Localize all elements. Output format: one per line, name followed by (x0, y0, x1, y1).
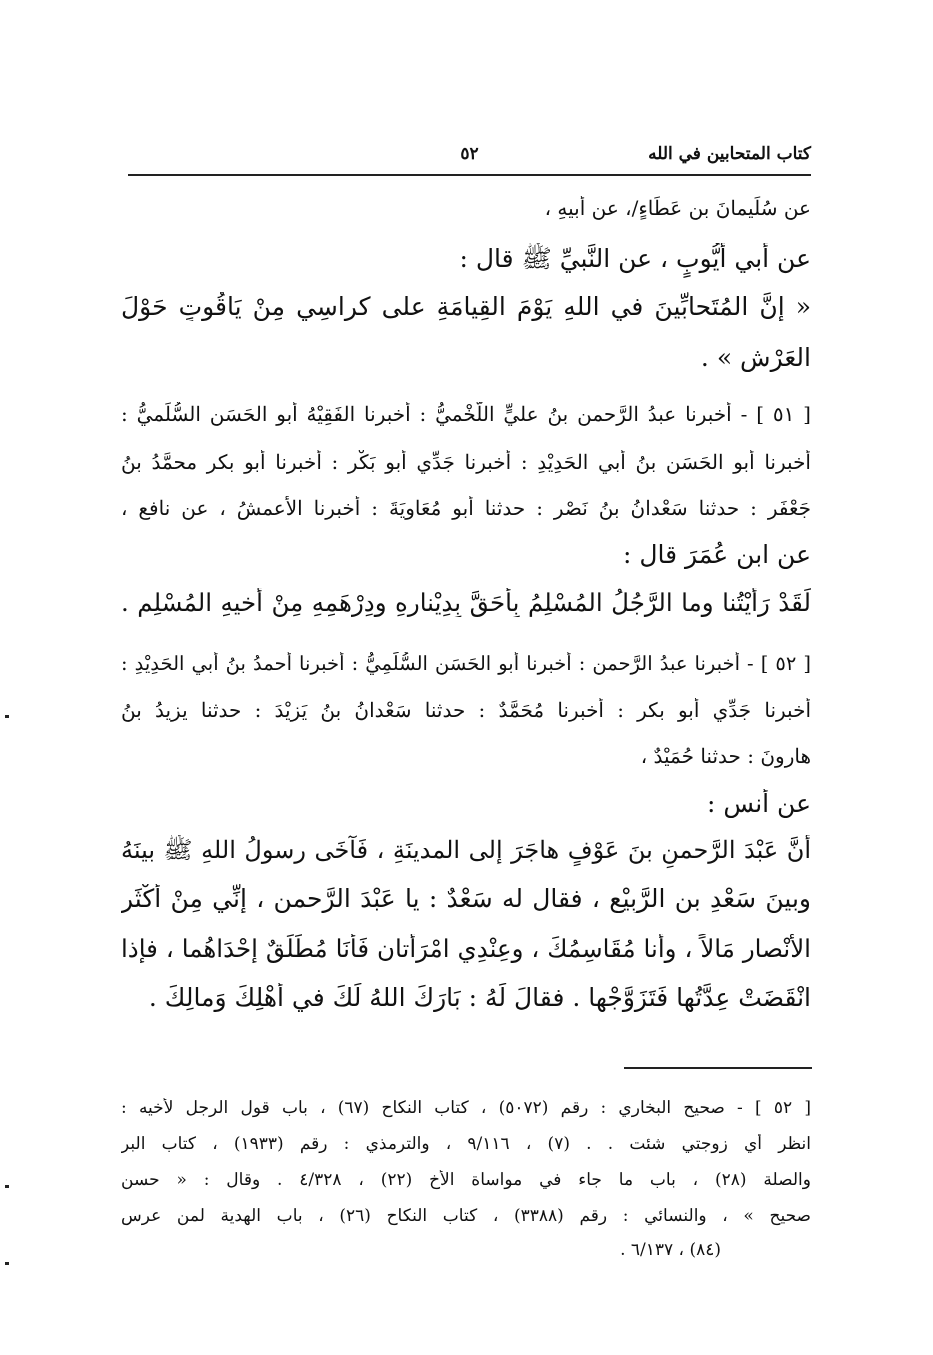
running-header (128, 138, 811, 176)
isnad-line: عن أبي أيُّوبٍ ، عن النَّبيِّ ﷺ قال : (459, 244, 811, 273)
hadith-text-line: العَرْشِ » . (700, 343, 811, 372)
page-number: ٥٢ (460, 144, 479, 164)
hadith-text-line: الأنْصارِ مَالاً ، وأنا مُقَاسِمُكَ ، وعِنْدِي امْرَأَتانِ فَأنَا مُطَلِّقٌ إحْدَاهُما ، فإذا (121, 934, 811, 963)
hadith-text-line: أنَّ عَبْدَ الرَّحمنِ بنَ عَوْفٍ هاجَرَ إلى المدينَةِ ، فَآخَى رسولُ اللهِ ﷺ بينَهُ (121, 836, 811, 864)
isnad-line: أخبرنا جَدِّي أبو بكرٍ : أخبرنا مُحَمَّدٌ : حدثنا سَعْدانُ بنُ يَزِيْدَ : حدثنا يزيدُ بنُ (121, 698, 811, 722)
footnote-line: انظر أي زوجتي شئت . . (٧) ، ٩/١١٦ ، والترمذي : رقم (١٩٣٣) ، كتاب البر (121, 1134, 811, 1154)
hadith-text-line: لَقَدْ رَأَيْتُنا وما الرَّجُلُ المُسْلِمُ بِأَحَقَّ بِدِيْنارِهِ ودِرْهَمِهِ مِنْ أخيهِ المُسْلِمِ . (121, 588, 811, 617)
footnote-line: (٨٤) ، ٦/١٣٧ . (620, 1240, 721, 1260)
hadith-text-line: وبينَ سَعْدِ بنِ الرَّبِيْعِ ، فقال له سَعْدٌ : يا عَبْدَ الرَّحمنِ ، إنِّي مِنْ أكْثَرِ (121, 884, 811, 913)
isnad-line: [ ٥١ ] - أخبرنا عبدُ الرَّحمن بنُ عليٍّ اللَّخْميُّ : أخبرنا الفَقِيْهُ أبو الحَسَنِ السُّلَميُّ : (121, 402, 811, 426)
isnad-line: عن أنسٍ : (706, 789, 811, 818)
footnote-line: صحيح » ، والنسائي : رقم (٣٣٨٨) ، كتاب النكاح (٢٦) ، باب الهدية لمن عرس (121, 1206, 811, 1226)
footnote-separator (624, 1067, 812, 1069)
hadith-text-line: انْقَضَتْ عِدَّتُها فَتَزَوَّجْها . فقالَ لَهُ : بَارَكَ اللهُ لَكَ في أهْلِكَ وَمالِكَ . (148, 983, 811, 1012)
scan-margin-mark (5, 715, 9, 718)
book-title: كتاب المتحابين في الله (648, 144, 811, 164)
footnote-line: والصلة (٢٨) ، باب ما جاء في مواساة الأخ (٢٢) ، ٤/٣٢٨ . وقال : « حسن (121, 1170, 811, 1190)
isnad-line: عن سُلَيمانَ بنِ عَطَاءٍ/، عن أبيهِ ، (544, 196, 811, 220)
hadith-text-line: « إنَّ المُتَحابِّينَ في اللهِ يَوْمَ القِيامَةِ على كراسِي مِنْ يَاقُوتٍ حَوْلَ (121, 292, 811, 321)
scan-margin-mark (5, 1262, 9, 1265)
isnad-line: عن ابنِ عُمَرَ قال : (623, 540, 811, 569)
isnad-line: هارونَ : حدثنا حُمَيْدٌ ، (640, 744, 811, 768)
isnad-line: أخبرنا أبو الحَسَنِ بنُ أبي الحَدِيْدِ : أخبرنا جَدِّي أبو بَكْرٍ : أخبرنا أبو بكرٍ محمَّدُ بنُ (121, 450, 811, 474)
footnote-line: [ ٥٢ ] - صحيح البخاري : رقم (٥٠٧٢) ، كتاب النكاح (٦٧) ، باب قول الرجل لأخيه : (121, 1098, 811, 1118)
isnad-line: [ ٥٢ ] - أخبرنا عبدُ الرَّحمن : أخبرنا أبو الحَسَنِ السُّلَمِيُّ : أخبرنا أحمدُ بنُ أبي الحَدِيْدِ : (121, 652, 811, 675)
isnad-line: جَعْفَرٍ : حدثنا سَعْدانُ بنُ نَصْرٍ : حدثنا أبو مُعَاوِيَةَ : أخبرنا الأعمشُ ، عن نافعٍ ، (121, 496, 811, 520)
scan-margin-mark (5, 1185, 9, 1188)
